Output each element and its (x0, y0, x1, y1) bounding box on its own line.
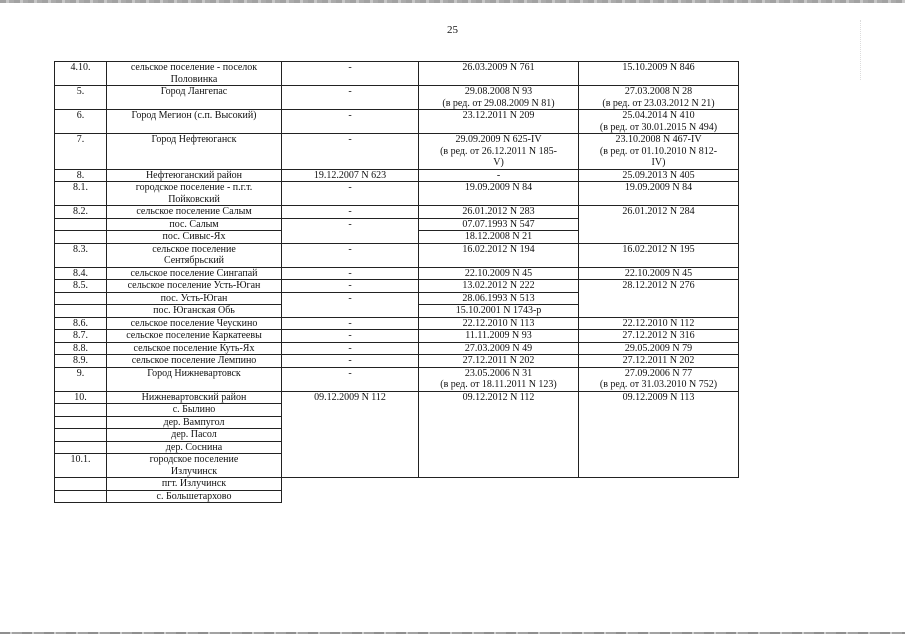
settlement-name-cell (107, 206, 282, 219)
cell-text: сельское поселение Куть-Ях (133, 342, 255, 354)
date-col-1-cell (282, 182, 419, 206)
table-row (55, 169, 739, 182)
table-row (55, 342, 739, 355)
date-col-3-cell (579, 367, 739, 391)
cell-text: V) (493, 157, 504, 168)
row-number-cell (55, 317, 107, 330)
cell-text: сельское поселение (152, 243, 236, 255)
cell-text: 07.07.1993 N 547 (462, 218, 535, 230)
cell-text: 23.10.2008 N 467-IV (615, 134, 702, 145)
cell-text: (в ред. от 30.01.2015 N 494) (599, 121, 718, 133)
cell-text: 19.09.2009 N 84 (464, 182, 533, 193)
date-col-3-cell (579, 62, 739, 86)
date-col-2-cell (419, 169, 579, 182)
row-number-cell (55, 391, 107, 404)
date-col-1-cell (282, 280, 419, 293)
table-row (55, 110, 739, 134)
settlement-name-cell (107, 292, 282, 305)
cell-text: 27.03.2009 N 49 (464, 342, 533, 354)
cell-text: 10. (74, 391, 87, 403)
date-col-1-cell (282, 355, 419, 368)
cell-text: 11.11.2009 N 93 (465, 330, 532, 341)
cell-text: Нижневартовский район (141, 391, 247, 403)
cell-text: 25.09.2013 N 405 (622, 169, 695, 181)
cell-text: - (348, 243, 352, 255)
date-col-2-cell (419, 330, 579, 343)
cell-text: 10.1. (70, 454, 91, 465)
settlement-name-cell (107, 391, 282, 404)
cell-text: 23.05.2006 N 31 (464, 367, 533, 379)
cell-text: (в ред. от 29.08.2009 N 81) (442, 97, 555, 109)
cell-text: Город Нефтеюганск (151, 134, 237, 145)
cell-text: дер. Пасол (171, 429, 217, 440)
cell-text: 8.1. (73, 182, 88, 193)
cell-text: Сентябрьский (163, 255, 225, 266)
date-col-3-cell (579, 342, 739, 355)
cell-text: 27.12.2011 N 202 (622, 355, 695, 366)
row-number-cell (55, 330, 107, 343)
cell-text: Половинка (170, 73, 218, 85)
cell-text: дер. Соснина (165, 441, 223, 453)
cell-text: - (348, 367, 352, 379)
cell-text: - (348, 280, 352, 291)
table-row (55, 280, 739, 293)
settlement-name-cell (107, 416, 282, 429)
cell-text: пос. Усть-Юган (160, 292, 228, 304)
date-col-2-cell (419, 110, 579, 134)
cell-text: - (348, 86, 352, 97)
settlement-name-cell (107, 267, 282, 280)
cell-text: с. Большетархово (156, 490, 232, 502)
row-number-cell (55, 243, 107, 267)
cell-text: Излучинск (170, 465, 218, 477)
cell-text: 13.02.2012 N 222 (462, 280, 535, 291)
date-col-2-cell (419, 86, 579, 110)
cell-text: Город Мегион (с.п. Высокий) (131, 110, 257, 121)
cell-text: 5. (76, 86, 85, 97)
row-number-cell (55, 305, 107, 318)
table-row (55, 62, 739, 86)
date-col-2-cell (419, 391, 579, 478)
cell-text: - (348, 110, 352, 121)
cell-text: сельское поселение Чеускино (130, 317, 258, 329)
cell-text: 28.06.1993 N 513 (462, 292, 535, 304)
settlement-name-cell (107, 478, 282, 491)
cell-text: 29.09.2009 N 625-IV (455, 134, 542, 145)
cell-text: 16.02.2012 N 194 (462, 243, 535, 255)
cell-text: Город Нижневартовск (147, 367, 241, 379)
cell-text: - (348, 182, 352, 193)
date-col-3-cell (579, 330, 739, 343)
date-col-2-cell (419, 62, 579, 86)
settlement-name-cell (107, 86, 282, 110)
row-number-cell (55, 218, 107, 231)
cell-text: IV) (651, 157, 666, 168)
date-col-2-cell (419, 305, 579, 318)
cell-text: 29.08.2008 N 93 (464, 86, 533, 97)
date-col-1-cell (282, 267, 419, 280)
date-col-2-cell (419, 243, 579, 267)
table-row (55, 134, 739, 170)
scan-edge-bottom (0, 632, 905, 634)
date-col-1-cell (282, 218, 419, 243)
cell-text: 26.01.2012 N 283 (462, 206, 535, 217)
cell-text: сельское поселение Каркатеевы (126, 330, 262, 341)
cell-text: 8.2. (73, 206, 88, 217)
date-col-3-cell (579, 134, 739, 170)
settlement-name-cell (107, 367, 282, 391)
cell-text: 27.12.2012 N 316 (622, 330, 695, 341)
settlement-name-cell (107, 182, 282, 206)
date-col-3-cell (579, 317, 739, 330)
cell-text: пгт. Излучинск (161, 478, 227, 489)
settlement-name-cell (107, 429, 282, 442)
cell-text: 18.12.2008 N 21 (464, 231, 533, 242)
date-col-3-cell (579, 169, 739, 182)
cell-text: 16.02.2012 N 195 (622, 243, 695, 255)
row-number-cell (55, 134, 107, 170)
cell-text: (в ред. от 23.03.2012 N 21) (602, 97, 715, 109)
row-number-cell (55, 182, 107, 206)
date-col-2-cell (419, 367, 579, 391)
settlement-name-cell (107, 134, 282, 170)
date-col-2-cell (419, 231, 579, 244)
cell-text: Нефтеюганский район (145, 169, 243, 181)
cell-text: - (348, 317, 352, 329)
cell-text: 09.12.2009 N 112 (314, 391, 386, 403)
date-col-3-cell (579, 267, 739, 280)
date-col-2-cell (419, 134, 579, 170)
cell-text: сельское поселение Усть-Юган (127, 280, 261, 291)
table-row (55, 367, 739, 391)
municipality-table (54, 61, 739, 503)
settlement-name-cell (107, 441, 282, 454)
row-number-cell (55, 478, 107, 491)
date-col-1-cell (282, 330, 419, 343)
cell-text: 22.10.2009 N 45 (624, 267, 693, 279)
cell-text: дер. Вампугол (163, 416, 225, 428)
table-row (55, 478, 739, 491)
date-col-2-cell (419, 317, 579, 330)
cell-text: 8.7. (73, 330, 88, 341)
cell-text: 22.10.2009 N 45 (464, 267, 533, 279)
row-number-cell (55, 62, 107, 86)
row-number-cell (55, 280, 107, 293)
cell-text: 25.04.2014 N 410 (622, 110, 695, 121)
settlement-name-cell (107, 110, 282, 134)
cell-text: - (348, 330, 352, 341)
date-col-1-cell (282, 367, 419, 391)
cell-text: городское поселение - п.г.т. (135, 182, 253, 193)
cell-text: (в ред. от 26.12.2011 N 185- (440, 145, 557, 157)
settlement-name-cell (107, 231, 282, 244)
date-col-1-cell (282, 391, 419, 478)
cell-text: 27.12.2011 N 202 (462, 355, 535, 366)
cell-text: сельское поселение Сингапай (130, 267, 258, 279)
cell-text: 22.12.2010 N 112 (622, 317, 695, 329)
cell-text: 4.10. (70, 62, 91, 73)
date-col-1-cell (282, 292, 419, 317)
cell-text: 15.10.2001 N 1743-р (455, 305, 542, 316)
cell-text: - (348, 206, 352, 217)
row-number-cell (55, 367, 107, 391)
table-row (55, 243, 739, 267)
cell-text: 8.5. (73, 280, 88, 291)
cell-text: пос. Салым (169, 218, 219, 230)
page-number: 25 (447, 24, 458, 36)
cell-text: 8.4. (73, 267, 88, 279)
row-number-cell (55, 454, 107, 478)
date-col-2-cell (419, 342, 579, 355)
cell-text: (в ред. от 18.11.2011 N 123) (440, 379, 557, 390)
cell-text: сельское поселение - поселок (130, 62, 258, 73)
date-col-2-cell (419, 206, 579, 219)
settlement-name-cell (107, 355, 282, 368)
table-row (55, 490, 739, 503)
settlement-name-cell (107, 342, 282, 355)
cell-text: 29.05.2009 N 79 (624, 342, 693, 354)
table-row (55, 267, 739, 280)
cell-text: 8. (76, 169, 85, 181)
row-number-cell (55, 404, 107, 417)
cell-text: (в ред. от 31.03.2010 N 752) (599, 379, 718, 390)
cell-text: Город Лангепас (160, 86, 228, 97)
settlement-name-cell (107, 218, 282, 231)
cell-text: 9. (76, 367, 85, 379)
settlement-name-cell (107, 305, 282, 318)
settlement-name-cell (107, 280, 282, 293)
date-col-1-cell (282, 342, 419, 355)
row-number-cell (55, 292, 107, 305)
table-row (55, 206, 739, 219)
table-row (55, 317, 739, 330)
date-col-2-cell (419, 267, 579, 280)
date-col-1-cell (282, 206, 419, 219)
settlement-name-cell (107, 62, 282, 86)
row-number-cell (55, 342, 107, 355)
cell-text: 27.03.2008 N 28 (624, 86, 693, 97)
settlement-name-cell (107, 243, 282, 267)
date-col-3-cell (579, 280, 739, 318)
cell-text: - (348, 342, 352, 354)
date-col-2-cell (419, 218, 579, 231)
cell-text: 09.12.2009 N 113 (622, 391, 695, 403)
settlement-name-cell (107, 317, 282, 330)
date-col-2-cell (419, 292, 579, 305)
row-number-cell (55, 206, 107, 219)
date-col-2-cell (419, 280, 579, 293)
date-col-3-cell (579, 355, 739, 368)
cell-text: пос. Юганская Обь (153, 305, 235, 316)
date-col-1-cell (282, 86, 419, 110)
date-col-1-cell (282, 317, 419, 330)
table-body (55, 62, 739, 503)
cell-text: - (348, 134, 352, 145)
row-number-cell (55, 169, 107, 182)
row-number-cell (55, 355, 107, 368)
row-number-cell (55, 490, 107, 503)
date-col-3-cell (579, 206, 739, 244)
table-row (55, 330, 739, 343)
cell-text: 22.12.2010 N 113 (462, 317, 535, 329)
cell-text: 09.12.2012 N 112 (462, 391, 535, 403)
cell-text: - (348, 292, 352, 304)
cell-text: с. Былино (172, 404, 216, 415)
settlement-name-cell (107, 330, 282, 343)
cell-text: 8.3. (73, 243, 88, 255)
cell-text: городское поселение (149, 454, 239, 465)
cell-text: 28.12.2012 N 276 (622, 280, 695, 291)
cell-text: 15.10.2009 N 846 (622, 62, 695, 73)
settlement-name-cell (107, 169, 282, 182)
row-number-cell (55, 110, 107, 134)
cell-text: 26.01.2012 N 284 (622, 206, 695, 217)
date-col-3-cell (579, 86, 739, 110)
cell-text: - (348, 218, 352, 230)
row-number-cell (55, 86, 107, 110)
cell-text: 7. (76, 134, 85, 145)
date-col-1-cell (282, 169, 419, 182)
date-col-3-cell (579, 391, 739, 478)
cell-text: - (348, 355, 352, 366)
cell-text: 6. (76, 110, 85, 121)
row-number-cell (55, 267, 107, 280)
date-col-1-cell (282, 62, 419, 86)
cell-text: - (348, 62, 352, 73)
settlement-name-cell (107, 454, 282, 478)
cell-text: 8.6. (73, 317, 88, 329)
cell-text: 26.03.2009 N 761 (462, 62, 535, 73)
cell-text: 19.12.2007 N 623 (313, 169, 387, 181)
cell-text: 27.09.2006 N 77 (624, 367, 693, 379)
cell-text: 8.8. (73, 342, 88, 354)
date-col-2-cell (419, 182, 579, 206)
cell-text: - (348, 267, 352, 279)
row-number-cell (55, 441, 107, 454)
cell-text: 19.09.2009 N 84 (624, 182, 693, 193)
cell-text: сельское поселение Лемпино (131, 355, 257, 366)
date-col-1-cell (282, 110, 419, 134)
cell-text: сельское поселение Салым (136, 206, 252, 217)
date-col-3-cell (579, 110, 739, 134)
settlement-name-cell (107, 490, 282, 503)
table-row (55, 391, 739, 404)
cell-text: (в ред. от 01.10.2010 N 812- (599, 145, 718, 157)
row-number-cell (55, 231, 107, 244)
table-row (55, 355, 739, 368)
row-number-cell (55, 429, 107, 442)
cell-text: 23.12.2011 N 209 (462, 110, 535, 121)
scan-edge-top (0, 0, 905, 3)
cell-text: - (496, 169, 501, 181)
date-col-3-cell (579, 243, 739, 267)
cell-text: 8.9. (73, 355, 88, 366)
table-row (55, 86, 739, 110)
table-row (55, 182, 739, 206)
cell-text: пос. Сивыс-Ях (162, 231, 226, 242)
date-col-1-cell (282, 243, 419, 267)
date-col-2-cell (419, 355, 579, 368)
date-col-3-cell (579, 182, 739, 206)
date-col-1-cell (282, 134, 419, 170)
settlement-name-cell (107, 404, 282, 417)
row-number-cell (55, 416, 107, 429)
cell-text: Пойковский (168, 193, 220, 205)
